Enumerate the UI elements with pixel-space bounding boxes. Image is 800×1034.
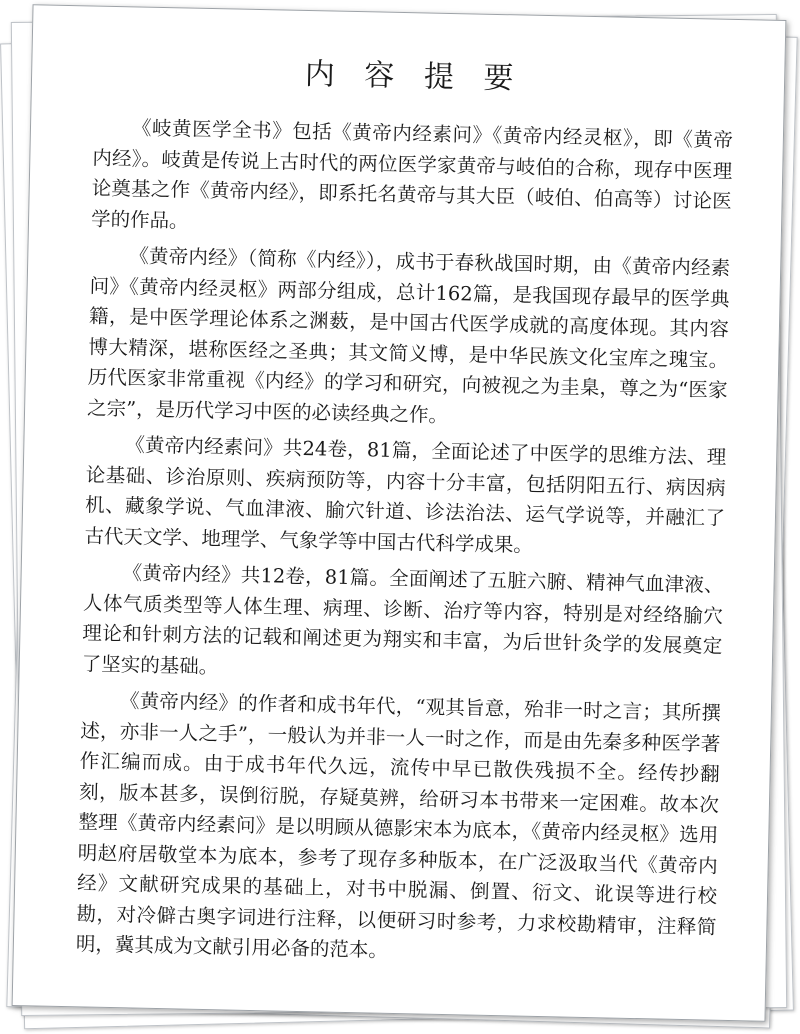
page-content bbox=[75, 45, 734, 980]
paragraph: 《黄帝内经》的作者和成书年代，“观其旨意，殆非一时之言；其所撰述，亦非一人之手”，一般认为并非一人一时之作，而是由先秦多种医学著作汇编而成。由于成书年代久远，流传中早已散佚残损不全。经传抄翻刻，版本甚多，误倒衍脱，存疑莫辨，给研习本书带来一定困难。故本次整理《黄帝内经素问》是以明顾从德影宋本为底本，《黄帝内经灵枢》选用明赵府居敬堂本为底本，参考了现存多种版本，在广泛汲取当代《黄帝内经》文献研究成果的基础上，对书中脱漏、倒置、衍文、讹误等进行校勘，对冷僻古奥字词进行注释，以便研习时参考，力求校勘精审，注释简明，冀其成为文献引用必备的范本。 bbox=[75, 689, 722, 962]
paragraph: 《黄帝内经》共12卷，81篇。全面阐述了五脏六腑、精神气血津液、人体气质类型等人体生理、病理、诊断、治疗等内容，特别是对经络腧穴理论和针刺方法的记载和阐述更为翔实和丰富，为后世针灸学的发展奠定了坚实的基础。 bbox=[81, 561, 724, 678]
front-page bbox=[12, 4, 787, 1022]
paragraph: 《黄帝内经》（简称《内经》），成书于春秋战国时期，由《黄帝内经素问》《黄帝内经灵枢》两部分组成，总计162篇，是我国现存最早的医学典籍，是中医学理论体系之渊薮，是中国古代医学成就的高度体现。其内容博大精深，堪称医经之圣典；其文简义博，是中华民族文化宝库之瑰宝。历代医家非常重视《内经》的学习和研究，向被视之为圭臬，尊之为“医家之宗”，是历代学习中医的必读经典之作。 bbox=[86, 244, 731, 427]
paragraph: 《岐黄医学全书》包括《黄帝内经素问》《黄帝内经灵枢》，即《黄帝内经》。岐黄是传说上古时代的两位医学家黄帝与岐伯的合称，现存中医理论奠基之作《黄帝内经》，即系托名黄帝与其大臣（岐伯、伯高等）讨论医学的作品。 bbox=[90, 116, 734, 233]
paragraph: 《黄帝内经素问》共24卷，81篇，全面论述了中医学的思维方法、理论基础、诊治原则、疾病预防等，内容十分丰富，包括阴阳五行、病因病机、藏象学说、气血津液、腧穴针道、诊法治法、运气学说等，并融汇了古代天文学、地理学、气象学等中国古代科学成果。 bbox=[84, 433, 727, 557]
page-title: 内 容 提 要 bbox=[304, 56, 524, 97]
